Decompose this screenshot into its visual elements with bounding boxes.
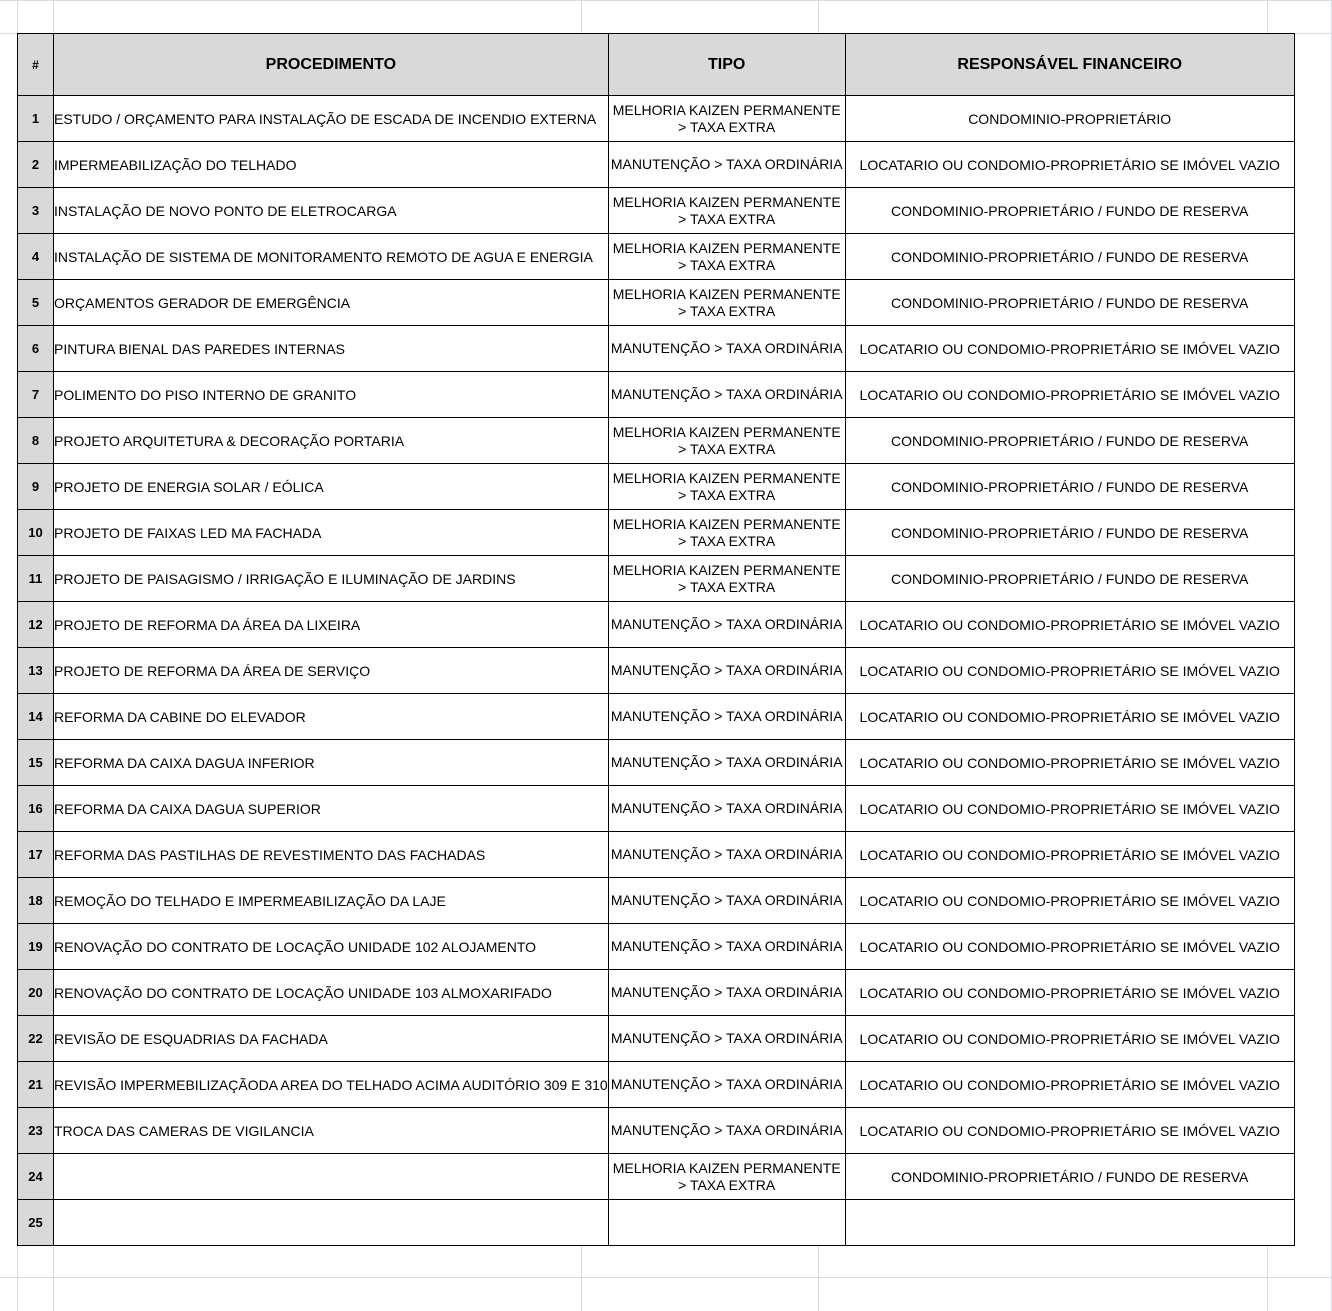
responsavel-cell[interactable]: CONDOMINIO-PROPRIETÁRIO / FUNDO DE RESERVA: [845, 188, 1294, 234]
header-number[interactable]: #: [18, 34, 54, 96]
procedimento-cell[interactable]: REFORMA DA CABINE DO ELEVADOR: [54, 694, 609, 740]
procedimento-cell[interactable]: IMPERMEABILIZAÇÃO DO TELHADO: [54, 142, 609, 188]
responsavel-cell[interactable]: CONDOMINIO-PROPRIETÁRIO / FUNDO DE RESERVA: [845, 510, 1294, 556]
tipo-cell[interactable]: MANUTENÇÃO > TAXA ORDINÁRIA: [608, 786, 845, 832]
tipo-cell[interactable]: MANUTENÇÃO > TAXA ORDINÁRIA: [608, 602, 845, 648]
table-row: [18, 188, 1295, 234]
procedimento-cell[interactable]: ORÇAMENTOS GERADOR DE EMERGÊNCIA: [54, 280, 609, 326]
responsavel-cell[interactable]: LOCATARIO OU CONDOMIO-PROPRIETÁRIO SE IMÓVEL VAZIO: [845, 602, 1294, 648]
responsavel-cell[interactable]: LOCATARIO OU CONDOMIO-PROPRIETÁRIO SE IMÓVEL VAZIO: [845, 142, 1294, 188]
procedimento-cell[interactable]: RENOVAÇÃO DO CONTRATO DE LOCAÇÃO UNIDADE 102 ALOJAMENTO: [54, 924, 609, 970]
procedimento-cell[interactable]: REFORMA DA CAIXA DAGUA INFERIOR: [54, 740, 609, 786]
procedimento-cell[interactable]: PROJETO DE PAISAGISMO / IRRIGAÇÃO E ILUMINAÇÃO DE JARDINS: [54, 556, 609, 602]
table-row: [18, 234, 1295, 280]
tipo-cell[interactable]: MELHORIA KAIZEN PERMANENTE > TAXA EXTRA: [608, 1154, 845, 1200]
responsavel-cell[interactable]: CONDOMINIO-PROPRIETÁRIO / FUNDO DE RESERVA: [845, 556, 1294, 602]
row-number-cell[interactable]: 4: [18, 234, 54, 280]
responsavel-cell[interactable]: [845, 1200, 1294, 1246]
row-number-cell[interactable]: 2: [18, 142, 54, 188]
table-row: [18, 740, 1295, 786]
table-row: [18, 556, 1295, 602]
responsavel-cell[interactable]: CONDOMINIO-PROPRIETÁRIO / FUNDO DE RESERVA: [845, 464, 1294, 510]
responsavel-cell[interactable]: CONDOMINIO-PROPRIETÁRIO / FUNDO DE RESERVA: [845, 1154, 1294, 1200]
procedimento-cell[interactable]: REVISÃO DE ESQUADRIAS DA FACHADA: [54, 1016, 609, 1062]
procedimento-cell[interactable]: PROJETO DE FAIXAS LED MA FACHADA: [54, 510, 609, 556]
table-row: [18, 1200, 1295, 1246]
row-number-cell[interactable]: 19: [18, 924, 54, 970]
tipo-cell[interactable]: MELHORIA KAIZEN PERMANENTE > TAXA EXTRA: [608, 280, 845, 326]
tipo-cell[interactable]: MANUTENÇÃO > TAXA ORDINÁRIA: [608, 1016, 845, 1062]
procedimento-cell[interactable]: PROJETO DE REFORMA DA ÁREA DE SERVIÇO: [54, 648, 609, 694]
table-row: [18, 602, 1295, 648]
procedimento-cell[interactable]: RENOVAÇÃO DO CONTRATO DE LOCAÇÃO UNIDADE 103 ALMOXARIFADO: [54, 970, 609, 1016]
responsavel-cell[interactable]: CONDOMINIO-PROPRIETÁRIO / FUNDO DE RESERVA: [845, 418, 1294, 464]
table-row: [18, 1108, 1295, 1154]
procedimento-cell[interactable]: REVISÃO IMPERMEBILIZAÇÃODA AREA DO TELHADO ACIMA AUDITÓRIO 309 E 310: [54, 1062, 609, 1108]
tipo-cell[interactable]: MELHORIA KAIZEN PERMANENTE > TAXA EXTRA: [608, 418, 845, 464]
responsavel-cell[interactable]: LOCATARIO OU CONDOMIO-PROPRIETÁRIO SE IMÓVEL VAZIO: [845, 694, 1294, 740]
row-number-cell[interactable]: 6: [18, 326, 54, 372]
tipo-cell[interactable]: MELHORIA KAIZEN PERMANENTE > TAXA EXTRA: [608, 510, 845, 556]
table-row: [18, 832, 1295, 878]
tipo-cell[interactable]: MANUTENÇÃO > TAXA ORDINÁRIA: [608, 1108, 845, 1154]
responsavel-cell[interactable]: LOCATARIO OU CONDOMIO-PROPRIETÁRIO SE IMÓVEL VAZIO: [845, 924, 1294, 970]
table-row: [18, 924, 1295, 970]
row-number-cell[interactable]: 21: [18, 1062, 54, 1108]
table-row: [18, 970, 1295, 1016]
table-row: [18, 418, 1295, 464]
procedimento-cell[interactable]: ESTUDO / ORÇAMENTO PARA INSTALAÇÃO DE ESCADA DE INCENDIO EXTERNA: [54, 96, 609, 142]
row-number-cell[interactable]: 25: [18, 1200, 54, 1246]
responsavel-cell[interactable]: CONDOMINIO-PROPRIETÁRIO / FUNDO DE RESERVA: [845, 280, 1294, 326]
responsavel-cell[interactable]: LOCATARIO OU CONDOMIO-PROPRIETÁRIO SE IMÓVEL VAZIO: [845, 786, 1294, 832]
row-number-cell[interactable]: 1: [18, 96, 54, 142]
tipo-cell[interactable]: MANUTENÇÃO > TAXA ORDINÁRIA: [608, 648, 845, 694]
tipo-cell[interactable]: MANUTENÇÃO > TAXA ORDINÁRIA: [608, 878, 845, 924]
tipo-cell[interactable]: MANUTENÇÃO > TAXA ORDINÁRIA: [608, 326, 845, 372]
tipo-cell[interactable]: MELHORIA KAIZEN PERMANENTE > TAXA EXTRA: [608, 464, 845, 510]
header-row: [18, 34, 1295, 96]
row-number-cell[interactable]: 3: [18, 188, 54, 234]
row-number-cell[interactable]: 13: [18, 648, 54, 694]
procedimento-cell[interactable]: PINTURA BIENAL DAS PAREDES INTERNAS: [54, 326, 609, 372]
table-row: [18, 1062, 1295, 1108]
procedimento-cell[interactable]: PROJETO DE ENERGIA SOLAR / EÓLICA: [54, 464, 609, 510]
tipo-cell[interactable]: MANUTENÇÃO > TAXA ORDINÁRIA: [608, 832, 845, 878]
row-number-cell[interactable]: 11: [18, 556, 54, 602]
responsavel-cell[interactable]: LOCATARIO OU CONDOMIO-PROPRIETÁRIO SE IMÓVEL VAZIO: [845, 1062, 1294, 1108]
row-number-cell[interactable]: 7: [18, 372, 54, 418]
row-number-cell[interactable]: 23: [18, 1108, 54, 1154]
header-tipo[interactable]: TIPO: [608, 34, 845, 96]
header-procedimento[interactable]: PROCEDIMENTO: [54, 34, 609, 96]
procedimento-cell[interactable]: REFORMA DAS PASTILHAS DE REVESTIMENTO DAS FACHADAS: [54, 832, 609, 878]
responsavel-cell[interactable]: CONDOMINIO-PROPRIETÁRIO: [845, 96, 1294, 142]
table-row: [18, 1154, 1295, 1200]
procedimento-cell[interactable]: REMOÇÃO DO TELHADO E IMPERMEABILIZAÇÃO DA LAJE: [54, 878, 609, 924]
tipo-cell[interactable]: MANUTENÇÃO > TAXA ORDINÁRIA: [608, 142, 845, 188]
row-number-cell[interactable]: 20: [18, 970, 54, 1016]
table-row: [18, 142, 1295, 188]
procedimento-cell[interactable]: REFORMA DA CAIXA DAGUA SUPERIOR: [54, 786, 609, 832]
procedimento-cell[interactable]: [54, 1154, 609, 1200]
responsavel-cell[interactable]: LOCATARIO OU CONDOMIO-PROPRIETÁRIO SE IMÓVEL VAZIO: [845, 326, 1294, 372]
responsavel-cell[interactable]: LOCATARIO OU CONDOMIO-PROPRIETÁRIO SE IMÓVEL VAZIO: [845, 372, 1294, 418]
row-number-cell[interactable]: 10: [18, 510, 54, 556]
row-number-cell[interactable]: 16: [18, 786, 54, 832]
table-row: [18, 786, 1295, 832]
tipo-cell[interactable]: MANUTENÇÃO > TAXA ORDINÁRIA: [608, 372, 845, 418]
responsavel-cell[interactable]: LOCATARIO OU CONDOMIO-PROPRIETÁRIO SE IMÓVEL VAZIO: [845, 1016, 1294, 1062]
tipo-cell[interactable]: MELHORIA KAIZEN PERMANENTE > TAXA EXTRA: [608, 234, 845, 280]
table-row: [18, 1016, 1295, 1062]
row-number-cell[interactable]: 8: [18, 418, 54, 464]
procedimento-cell[interactable]: [54, 1200, 609, 1246]
row-number-cell[interactable]: 24: [18, 1154, 54, 1200]
row-number-cell[interactable]: 5: [18, 280, 54, 326]
procedimento-cell[interactable]: TROCA DAS CAMERAS DE VIGILANCIA: [54, 1108, 609, 1154]
procedimento-cell[interactable]: INSTALAÇÃO DE NOVO PONTO DE ELETROCARGA: [54, 188, 609, 234]
row-number-cell[interactable]: 12: [18, 602, 54, 648]
procedimento-cell[interactable]: POLIMENTO DO PISO INTERNO DE GRANITO: [54, 372, 609, 418]
row-number-cell[interactable]: 14: [18, 694, 54, 740]
responsavel-cell[interactable]: LOCATARIO OU CONDOMIO-PROPRIETÁRIO SE IMÓVEL VAZIO: [845, 740, 1294, 786]
tipo-cell[interactable]: MANUTENÇÃO > TAXA ORDINÁRIA: [608, 970, 845, 1016]
responsavel-cell[interactable]: LOCATARIO OU CONDOMIO-PROPRIETÁRIO SE IMÓVEL VAZIO: [845, 832, 1294, 878]
row-number-cell[interactable]: 9: [18, 464, 54, 510]
responsavel-cell[interactable]: LOCATARIO OU CONDOMIO-PROPRIETÁRIO SE IMÓVEL VAZIO: [845, 878, 1294, 924]
tipo-cell[interactable]: MELHORIA KAIZEN PERMANENTE > TAXA EXTRA: [608, 188, 845, 234]
responsavel-cell[interactable]: CONDOMINIO-PROPRIETÁRIO / FUNDO DE RESERVA: [845, 234, 1294, 280]
responsavel-cell[interactable]: LOCATARIO OU CONDOMIO-PROPRIETÁRIO SE IMÓVEL VAZIO: [845, 1108, 1294, 1154]
table-row: [18, 510, 1295, 556]
row-number-cell[interactable]: 15: [18, 740, 54, 786]
tipo-cell[interactable]: MANUTENÇÃO > TAXA ORDINÁRIA: [608, 694, 845, 740]
table-row: [18, 648, 1295, 694]
responsavel-cell[interactable]: LOCATARIO OU CONDOMIO-PROPRIETÁRIO SE IMÓVEL VAZIO: [845, 648, 1294, 694]
procedimento-cell[interactable]: PROJETO ARQUITETURA & DECORAÇÃO PORTARIA: [54, 418, 609, 464]
tipo-cell[interactable]: [608, 1200, 845, 1246]
tipo-cell[interactable]: MANUTENÇÃO > TAXA ORDINÁRIA: [608, 1062, 845, 1108]
tipo-cell[interactable]: MANUTENÇÃO > TAXA ORDINÁRIA: [608, 924, 845, 970]
procedures-table: [17, 33, 1295, 1246]
responsavel-cell[interactable]: LOCATARIO OU CONDOMIO-PROPRIETÁRIO SE IMÓVEL VAZIO: [845, 970, 1294, 1016]
tipo-cell[interactable]: MANUTENÇÃO > TAXA ORDINÁRIA: [608, 740, 845, 786]
procedimento-cell[interactable]: INSTALAÇÃO DE SISTEMA DE MONITORAMENTO REMOTO DE AGUA E ENERGIA: [54, 234, 609, 280]
table-row: [18, 96, 1295, 142]
table-row: [18, 280, 1295, 326]
row-number-cell[interactable]: 18: [18, 878, 54, 924]
table-row: [18, 326, 1295, 372]
procedimento-cell[interactable]: PROJETO DE REFORMA DA ÁREA DA LIXEIRA: [54, 602, 609, 648]
tipo-cell[interactable]: MELHORIA KAIZEN PERMANENTE > TAXA EXTRA: [608, 556, 845, 602]
table-row: [18, 464, 1295, 510]
row-number-cell[interactable]: 22: [18, 1016, 54, 1062]
table-row: [18, 694, 1295, 740]
tipo-cell[interactable]: MELHORIA KAIZEN PERMANENTE > TAXA EXTRA: [608, 96, 845, 142]
header-responsavel[interactable]: RESPONSÁVEL FINANCEIRO: [845, 34, 1294, 96]
row-number-cell[interactable]: 17: [18, 832, 54, 878]
table-row: [18, 372, 1295, 418]
table-row: [18, 878, 1295, 924]
